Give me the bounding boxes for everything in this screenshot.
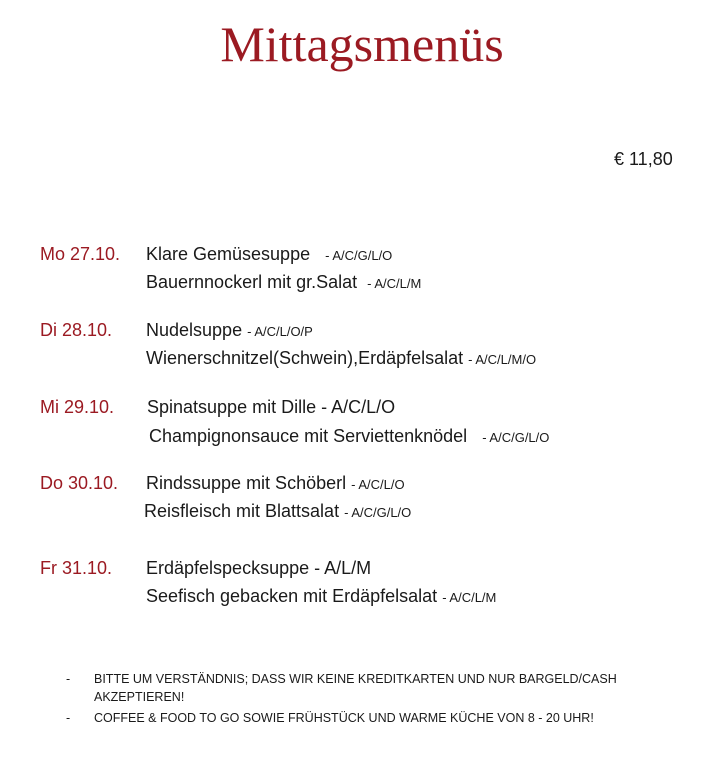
menu-price: € 11,80	[614, 149, 673, 169]
soup-item	[146, 319, 313, 343]
allergen-codes: - A/C/L/M	[367, 276, 422, 291]
soup-name: Klare Gemüsesuppe	[146, 244, 311, 264]
allergen-codes: - A/C/L/O	[321, 397, 396, 417]
day-label-di: Di 28.10.	[40, 320, 113, 340]
main-dish-name: Seefisch gebacken mit Erdäpfelsalat	[146, 586, 438, 606]
soup-item	[146, 557, 371, 579]
day-label-fr: Fr 31.10.	[40, 558, 113, 578]
note-text: COFFEE & FOOD TO GO SOWIE FRÜHSTÜCK UND WARME KÜCHE VON 8 - 20 UHR!	[94, 711, 594, 725]
note-item	[66, 670, 706, 706]
day-label-mo: Mo 27.10.	[40, 244, 121, 264]
soup-item	[147, 396, 395, 418]
bullet-dash: -	[66, 711, 71, 725]
allergen-codes: - A/C/L/M/O	[468, 352, 537, 367]
soup-item	[146, 472, 405, 496]
main-dish-item	[146, 585, 496, 609]
allergen-codes: - A/C/G/L/O	[344, 505, 412, 520]
page-title: Mittagsmenüs	[220, 16, 504, 72]
allergen-codes: - A/L/M	[314, 558, 372, 578]
bullet-dash: -	[66, 672, 71, 686]
soup-name: Spinatsuppe mit Dille	[147, 397, 317, 417]
allergen-codes: - A/C/G/L/O	[482, 430, 550, 445]
main-dish-name: Wienerschnitzel(Schwein),Erdäpfelsalat	[146, 348, 464, 368]
main-dish-name: Champignonsauce mit Serviettenknödel	[149, 426, 468, 446]
main-dish-name: Bauernnockerl mit gr.Salat	[146, 272, 358, 292]
main-dish-item	[146, 271, 421, 295]
allergen-codes: - A/C/G/L/O	[325, 248, 393, 263]
soup-name: Erdäpfelspecksuppe	[146, 558, 310, 578]
allergen-codes: - A/C/L/O	[351, 477, 405, 492]
main-dish-name: Reisfleisch mit Blattsalat	[144, 501, 340, 521]
soup-name: Rindssuppe mit Schöberl	[146, 473, 347, 493]
note-text: BITTE UM VERSTÄNDNIS; DASS WIR KEINE KREDITKARTEN UND NUR BARGELD/CASH AKZEPTIEREN!	[94, 672, 617, 704]
day-label-do: Do 30.10.	[40, 473, 119, 493]
allergen-codes: - A/C/L/O/P	[247, 324, 313, 339]
soup-name: Nudelsuppe	[146, 320, 243, 340]
main-dish-item	[144, 500, 411, 524]
main-dish-item	[149, 425, 549, 449]
main-dish-item	[146, 347, 536, 371]
note-item	[66, 709, 706, 727]
soup-item	[146, 243, 392, 267]
day-label-mi: Mi 29.10.	[40, 397, 115, 417]
allergen-codes: - A/C/L/M	[442, 590, 497, 605]
